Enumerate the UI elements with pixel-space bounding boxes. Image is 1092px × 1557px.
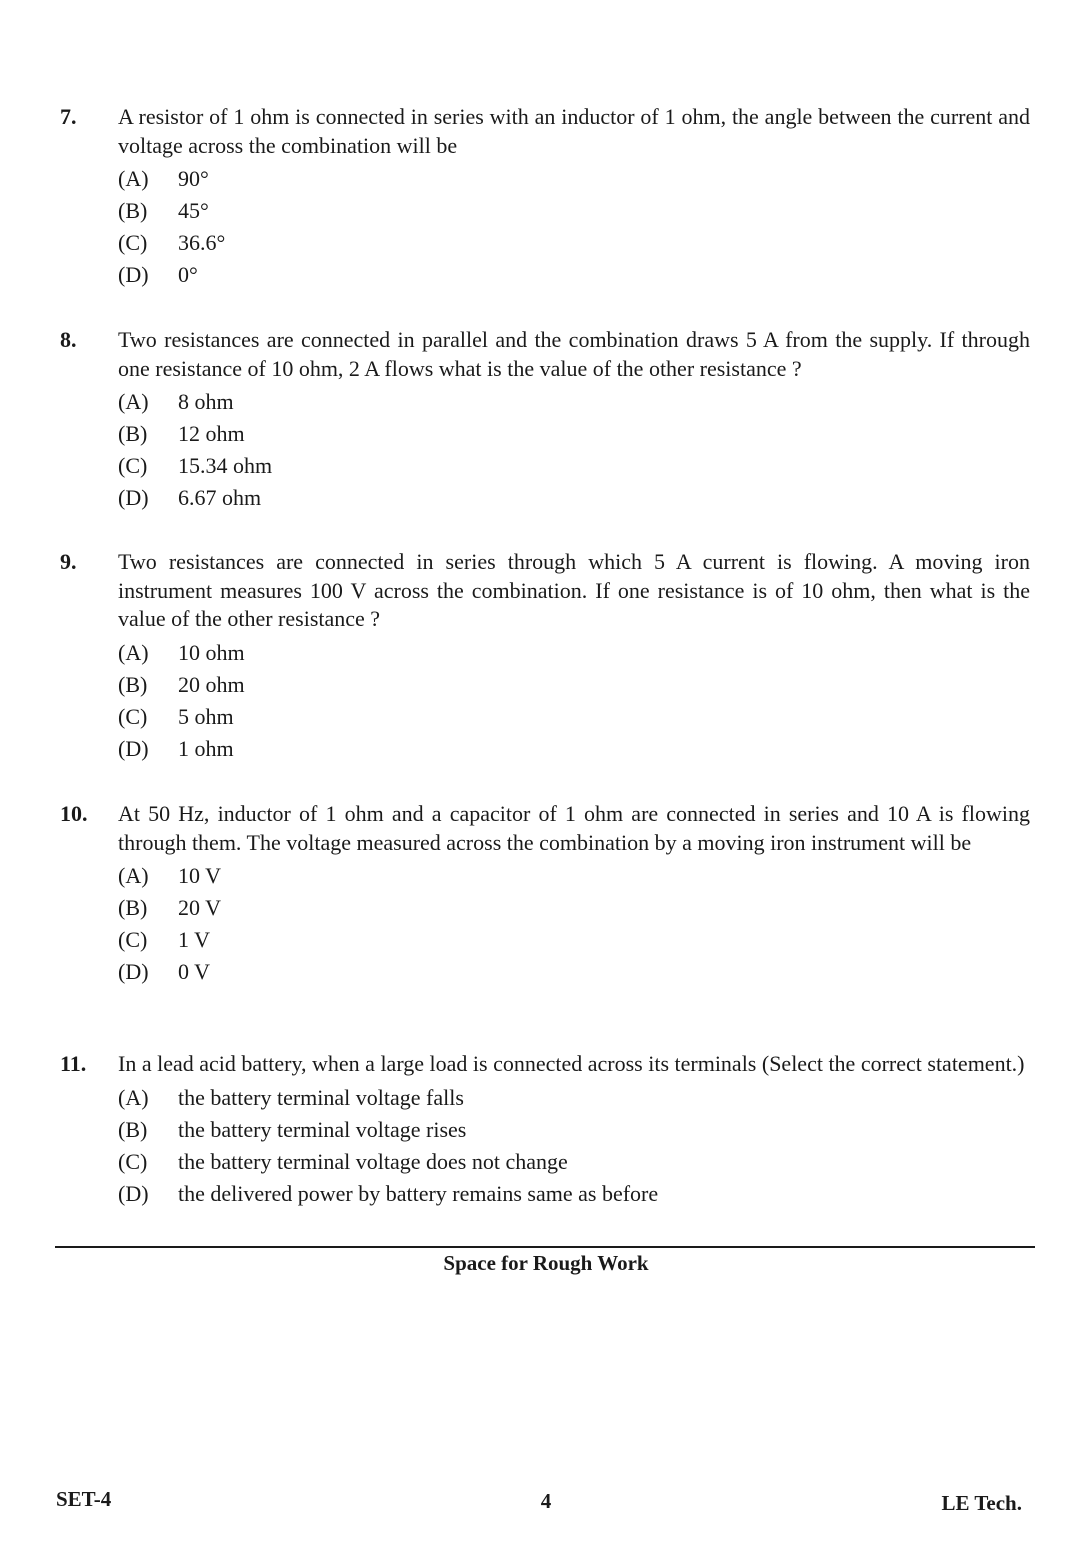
- option-label: (B): [118, 421, 148, 446]
- option-label: (D): [118, 485, 149, 510]
- option-text: 15.34 ohm: [178, 453, 273, 478]
- option-label: (A): [118, 863, 149, 888]
- option-label: (D): [118, 735, 149, 761]
- option-text: the battery terminal voltage falls: [178, 1084, 464, 1110]
- option-label: (A): [118, 166, 149, 191]
- option-label: (C): [118, 230, 148, 255]
- option-label: (C): [118, 703, 148, 729]
- option-d: [118, 1178, 1030, 1210]
- option-list: [118, 860, 1030, 988]
- option-c: [118, 227, 1030, 259]
- option-b: [118, 1114, 1030, 1146]
- question-text: In a lead acid battery, when a large load is connected across its terminals (Select the correct statement.): [118, 1051, 1025, 1076]
- option-text: 20 ohm: [178, 671, 245, 697]
- option-b: [118, 669, 1030, 701]
- option-text: 0 V: [178, 959, 210, 984]
- option-text: 1 ohm: [178, 735, 234, 761]
- option-text: 10 V: [178, 863, 221, 888]
- option-label: (C): [118, 927, 148, 952]
- option-label: (A): [118, 639, 149, 665]
- option-a: [118, 637, 1030, 669]
- rough-work-divider: [55, 1246, 1035, 1248]
- option-d: [118, 733, 1030, 765]
- option-list: [118, 637, 1030, 765]
- option-label: (D): [118, 1180, 149, 1206]
- option-text: 6.67 ohm: [178, 485, 262, 510]
- option-text: 20 V: [178, 895, 221, 920]
- option-label: (B): [118, 1116, 148, 1142]
- option-list: [118, 1082, 1030, 1210]
- option-a: [118, 386, 1030, 418]
- question-11: [60, 1050, 1030, 1210]
- question-number: 11.: [60, 1051, 87, 1076]
- option-label: (B): [118, 198, 148, 223]
- question-text: A resistor of 1 ohm is connected in series with an inductor of 1 ohm, the angle between the current and voltage across the combination will be: [118, 104, 1030, 158]
- question-8: [60, 326, 1030, 514]
- option-label: (C): [118, 453, 148, 478]
- option-a: [118, 163, 1030, 195]
- option-c: [118, 924, 1030, 956]
- option-label: (B): [118, 671, 148, 697]
- option-c: [118, 1146, 1030, 1178]
- option-b: [118, 892, 1030, 924]
- option-text: the delivered power by battery remains same as before: [178, 1180, 659, 1206]
- option-text: 10 ohm: [178, 639, 245, 665]
- option-text: 45°: [178, 198, 209, 223]
- option-text: 0°: [178, 262, 198, 287]
- option-label: (A): [118, 1084, 149, 1110]
- option-list: [118, 386, 1030, 514]
- option-d: [118, 259, 1030, 291]
- question-text: Two resistances are connected in series through which 5 A current is flowing. A moving iron instrument measures 100 V across the combination. If one resistance is of 10 ohm, then what is the value of the other resistance ?: [118, 549, 1030, 631]
- option-text: 90°: [178, 166, 209, 191]
- option-text: 36.6°: [178, 230, 226, 255]
- question-10: [60, 800, 1030, 988]
- question-9: [60, 548, 1030, 765]
- footer-set-code: SET-4: [56, 1487, 112, 1511]
- question-number: 8.: [60, 327, 77, 352]
- footer-page-number: 4: [540, 1489, 552, 1513]
- question-text: At 50 Hz, inductor of 1 ohm and a capacitor of 1 ohm are connected in series and 10 A is flowing through them. The voltage measured across the combination by a moving iron instrument will be: [118, 801, 1030, 855]
- option-c: [118, 701, 1030, 733]
- option-a: [118, 860, 1030, 892]
- option-label: (D): [118, 262, 149, 287]
- option-label: (A): [118, 389, 149, 414]
- option-text: 1 V: [178, 927, 210, 952]
- option-b: [118, 195, 1030, 227]
- option-label: (C): [118, 1148, 148, 1174]
- rough-work-heading: Space for Rough Work: [443, 1251, 649, 1275]
- option-text: the battery terminal voltage rises: [178, 1116, 467, 1142]
- option-label: (D): [118, 959, 149, 984]
- question-number: 10.: [60, 801, 88, 826]
- option-a: [118, 1082, 1030, 1114]
- question-7: [60, 103, 1030, 291]
- footer-course: LE Tech.: [941, 1491, 1022, 1515]
- option-text: 5 ohm: [178, 703, 234, 729]
- option-text: 12 ohm: [178, 421, 245, 446]
- option-text: 8 ohm: [178, 389, 234, 414]
- option-label: (B): [118, 895, 148, 920]
- question-number: 7.: [60, 104, 77, 129]
- option-c: [118, 450, 1030, 482]
- option-list: [118, 163, 1030, 291]
- option-text: the battery terminal voltage does not change: [178, 1148, 568, 1174]
- question-text: Two resistances are connected in parallel and the combination draws 5 A from the supply. If through one resistance of 10 ohm, 2 A flows what is the value of the other resistance ?: [118, 327, 1030, 381]
- option-d: [118, 482, 1030, 514]
- option-b: [118, 418, 1030, 450]
- question-number: 9.: [60, 549, 77, 574]
- option-d: [118, 956, 1030, 988]
